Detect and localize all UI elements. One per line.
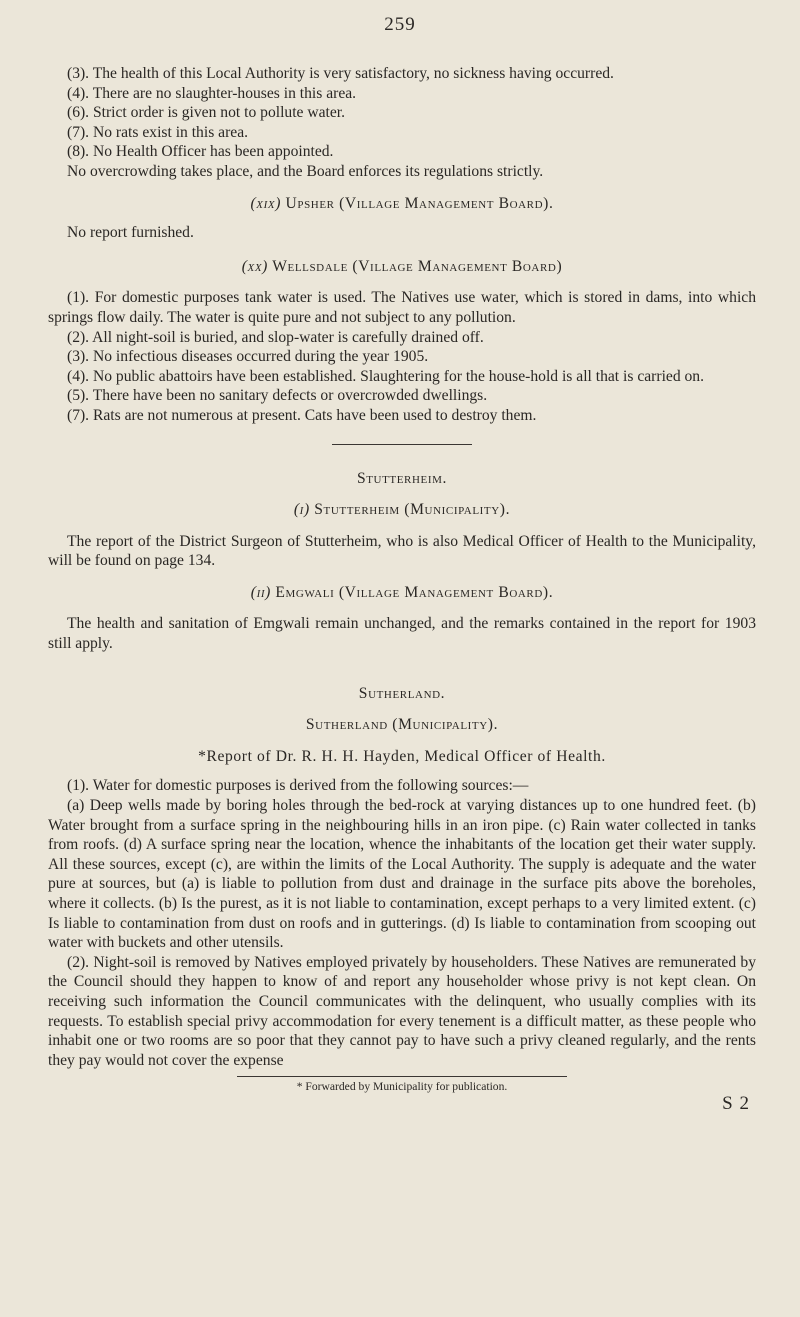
paragraph: (7). Rats are not numerous at present. Cats have been used to destroy them. bbox=[67, 406, 537, 424]
paragraph: (1). Water for domestic purposes is derived from the following sources:— bbox=[67, 777, 529, 795]
section-heading-sutherland: Sutherland (Municipality). bbox=[305, 716, 499, 734]
section-number: (xx) bbox=[241, 257, 268, 275]
signature-mark: S 2 bbox=[722, 1093, 750, 1115]
section-title: Emgwali (Village Management Board). bbox=[275, 583, 554, 601]
paragraph: The report of the District Surgeon of Stutterheim, who is also Medical Officer of Health to the Municipality, will be found on page 134. bbox=[48, 532, 756, 570]
paragraph: (8). No Health Officer has been appointed. bbox=[67, 143, 334, 161]
section-heading-emgwali bbox=[48, 583, 756, 603]
section-title: Stutterheim (Municipality). bbox=[314, 501, 511, 519]
paragraph: (4). No public abattoirs have been established. Slaughtering for the house-hold is all that is carried on. bbox=[67, 367, 705, 385]
paragraph: (7). No rats exist in this area. bbox=[67, 123, 249, 141]
paragraph: (3). No infectious diseases occurred during the year 1905. bbox=[67, 348, 429, 366]
paragraph: (a) Deep wells made by boring holes through the bed-rock at varying distances up to one hundred feet. (b) Water brought from a surface spring in the neighbouring hills in an iron pipe. (c) Rain water collected in tanks from roofs. (d) A surface spring near the location, whence the inhabitants of the location get their water supply. All these sources, except (c), are within the limits of the Local Authority. The supply is adequate and the water pure at sources, but (a) is liable to pollution from dust and drainage in the surface pits above the boreholes, where it collects. (b) Is the purest, as it is not liable to contamination, except perhaps to a very limited extent. (c) Is liable to contamination from dust on roofs and in gutterings. (d) Is liable to contamination from scooping out water with buckets and other utensils. bbox=[48, 797, 756, 952]
section-heading-upsher bbox=[48, 194, 756, 214]
section-heading-stutterheim bbox=[48, 500, 756, 520]
section-number: (ii) bbox=[250, 583, 271, 601]
section-number: (xix) bbox=[250, 194, 282, 212]
paragraph: (4). There are no slaughter-houses in this area. bbox=[67, 84, 357, 102]
district-heading-sutherland: Sutherland. bbox=[358, 684, 446, 702]
paragraph: (2). All night-soil is buried, and slop-water is carefully drained off. bbox=[67, 328, 484, 346]
page-number: 259 bbox=[384, 14, 416, 35]
paragraph: (6). Strict order is given not to pollute water. bbox=[67, 104, 346, 122]
footnote: * Forwarded by Municipality for publication. bbox=[296, 1080, 508, 1094]
paragraph: No overcrowding takes place, and the Board enforces its regulations strictly. bbox=[67, 162, 544, 180]
paragraph: No report furnished. bbox=[67, 224, 194, 242]
text-column bbox=[48, 64, 756, 1114]
report-title: *Report of Dr. R. H. H. Hayden, Medical Officer of Health. bbox=[198, 747, 606, 765]
paragraph: (3). The health of this Local Authority is very satisfactory, no sickness having occurred. bbox=[67, 65, 614, 82]
paragraph: The health and sanitation of Emgwali remain unchanged, and the remarks contained in the report for 1903 still apply. bbox=[48, 615, 756, 653]
section-title: Wellsdale (Village Management Board) bbox=[272, 257, 563, 275]
paragraph: (2). Night-soil is removed by Natives employed privately by householders. These Natives are remunerated by the Council should they happen to know of and report any householder whose privy is not kept clean. On receiving such information the Council communicates with the delinquent, who usually complies with its requests. To establish special privy accommodation for every tenement is a difficult matter, as these people who inhabit one or two rooms are so poor that they cannot pay to have such a privy cleaned regularly, and the rents they pay would not cover the expense bbox=[48, 953, 756, 1069]
section-heading-wellsdale bbox=[48, 257, 756, 277]
district-heading-stutterheim: Stutterheim. bbox=[356, 469, 448, 487]
section-title: Upsher (Village Management Board). bbox=[285, 194, 554, 212]
paragraph: (1). For domestic purposes tank water is used. The Natives use water, which is stored in dams, into which springs flow daily. The water is quite pure and not subject to any pollution. bbox=[48, 289, 756, 326]
paragraph: (5). There have been no sanitary defects or overcrowded dwellings. bbox=[67, 387, 488, 405]
section-number: (i) bbox=[293, 501, 310, 519]
